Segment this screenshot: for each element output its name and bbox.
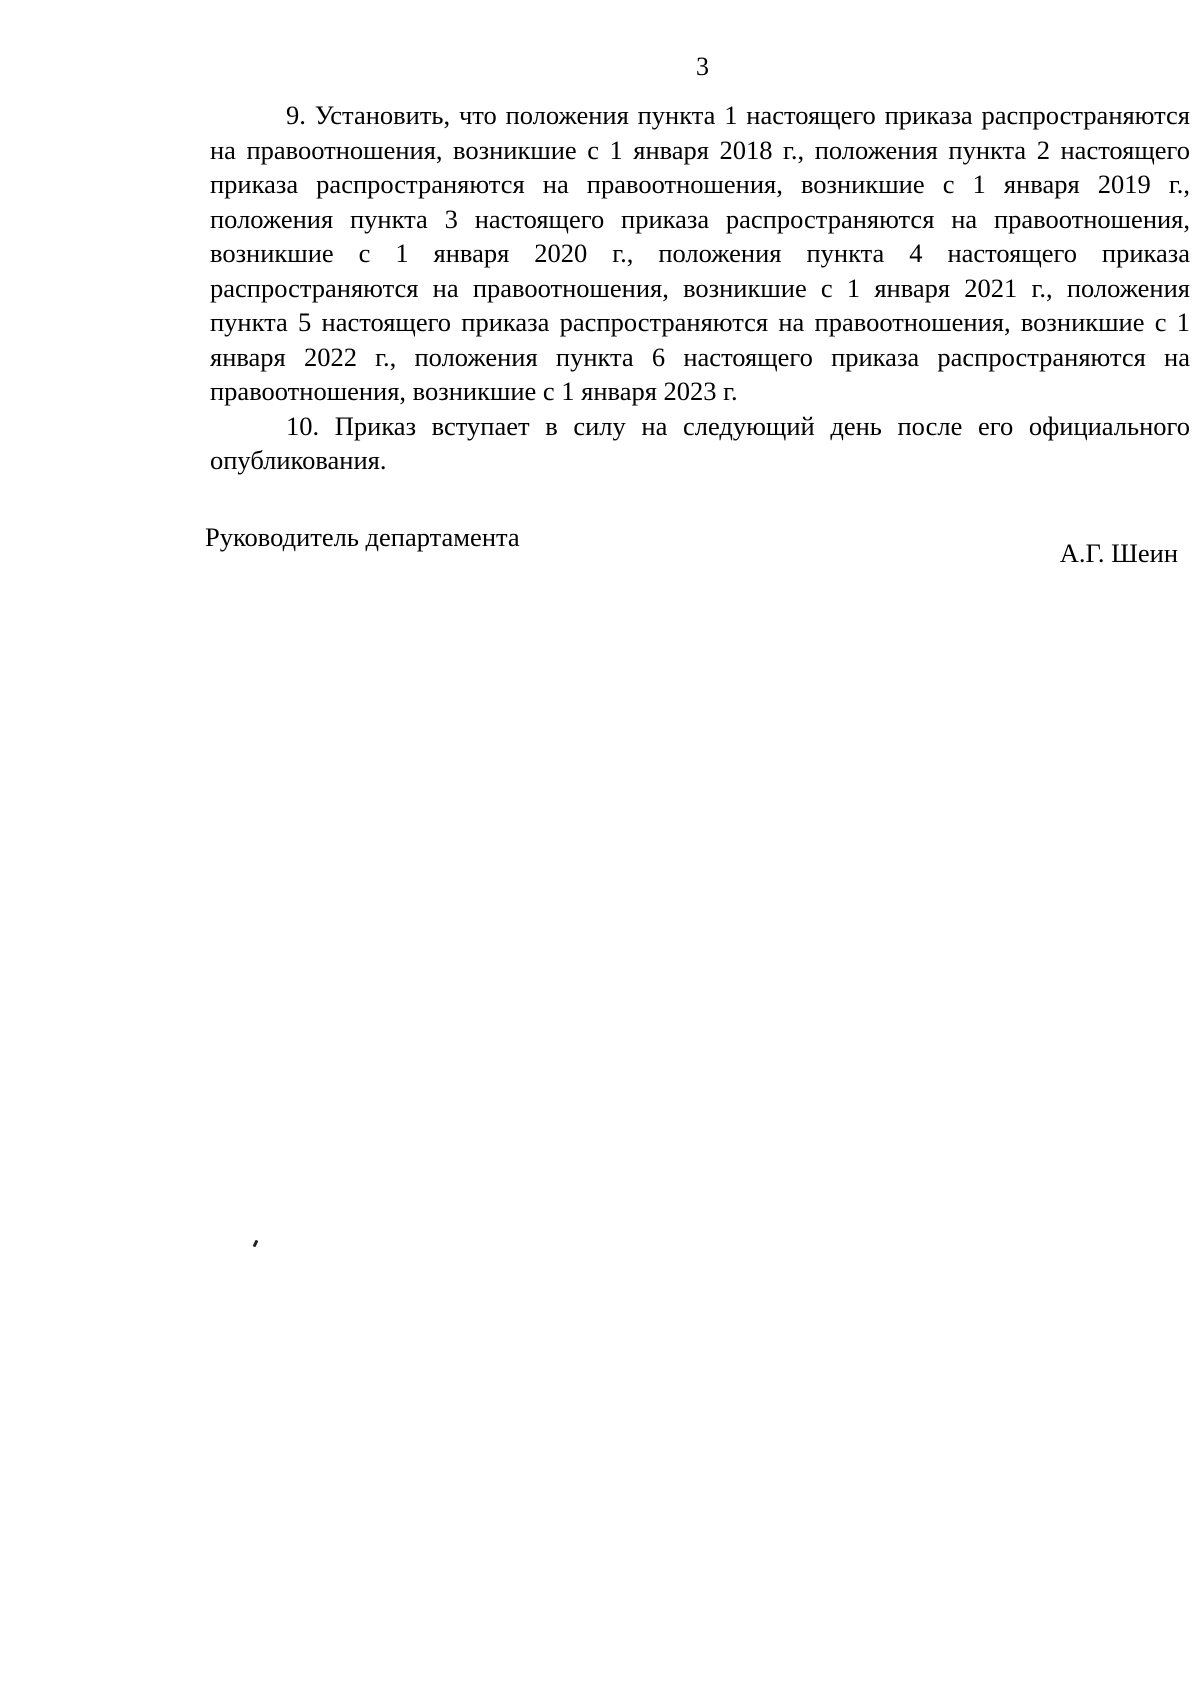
signature-block xyxy=(205,520,1190,568)
page-number: 3 xyxy=(696,52,709,81)
signatory-position: Руководитель департамента xyxy=(205,522,520,552)
paragraph-9: 9. Установить, что положения пункта 1 настоящего приказа распространяются на правоотношения, возникшие с 1 января 2018 г., положения пункта 2 настоящего приказа распространяются на правоотношения, возникшие с 1 января 2019 г., положения пункта 3 настоящего приказа распространяются на правоотношения, возникшие с 1 января 2020 г., положения пункта 4 настоящего приказа распространяются на правоотношения, возникшие с 1 января 2021 г., положения пункта 5 настоящего приказа распространяются на правоотношения, возникшие с 1 января 2022 г., положения пункта 6 настоящего приказа распространяются на правоотношения, возникшие с 1 января 2023 г. xyxy=(210,100,1190,406)
scan-speck xyxy=(253,1240,259,1248)
paragraph-10: 10. Приказ вступает в силу на следующий день после его официального опубликования. xyxy=(210,410,1190,475)
document-body xyxy=(210,98,1190,478)
signatory-name: А.Г. Шеин xyxy=(1059,538,1178,568)
